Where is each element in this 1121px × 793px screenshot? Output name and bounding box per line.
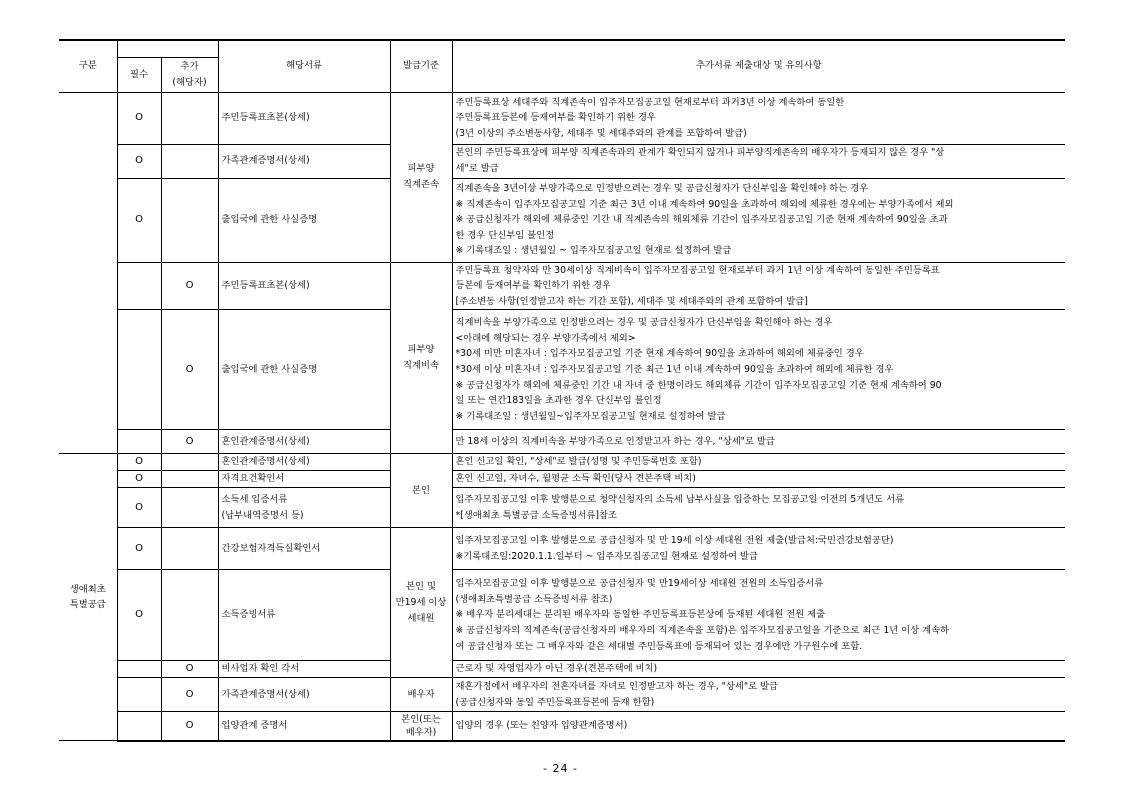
required-mark-empty xyxy=(117,262,161,310)
required-mark: O xyxy=(117,144,161,178)
document-name: 자격요건확인서 xyxy=(218,471,390,488)
notes-line: 주민등록표상 세대주와 직계존속이 입주자모집공고일 현재로부터 과거3년 이상 계속하여 동일한 xyxy=(455,96,845,108)
document-name: 출입국에 관한 사실증명 xyxy=(218,178,390,262)
document-name: 비사업자 확인 각서 xyxy=(218,661,390,678)
document-name: 혼인관계증명서(상세) xyxy=(218,430,390,454)
required-mark-empty xyxy=(117,661,161,678)
notes-line: *30세 미만 미혼자녀 : 입주자모집공고일 기준 현재 계속하여 90일을 초과하여 해외에 체류중인 경우 xyxy=(455,348,864,360)
document-name: 입양관계 증명서 xyxy=(218,712,390,741)
category-first-time-special xyxy=(59,454,117,741)
document-name-line: 소득세 입증서류 xyxy=(221,494,288,506)
additional-mark-empty xyxy=(161,92,218,144)
notes-line: *30세 이상 미혼자녀 : 입주자모집공고일 기준 최근 1년 이내 계속하여 90일을 초과하여 해외에 체류한 경우 xyxy=(455,363,894,375)
notes-line: 일 또는 연간183일을 초과한 경우 단신부임 불인정 xyxy=(455,395,662,407)
notes-line: 여 공급신청자 또는 그 배우자와 같은 세대별 주민등록표에 등재되어 있는 경우에만 가구원수에 포함. xyxy=(455,640,863,652)
notes-line: 만 18세 이상의 직계비속을 부양가족으로 인정받고자 하는 경우, "상세"로 발급 xyxy=(455,435,775,447)
notes-line: ※ 기록대조일 : 생년월일 ~ 입주자모집공고일 현재로 설정하여 발급 xyxy=(455,245,732,257)
required-mark-empty xyxy=(117,430,161,454)
notes-line: 주민등록표등본에 등재여부를 확인하기 위한 경우 xyxy=(455,112,656,124)
notes-cell xyxy=(452,92,1065,144)
additional-mark: O xyxy=(161,661,218,678)
notes-cell xyxy=(452,528,1065,570)
document-name: 소득증빙서류 xyxy=(218,570,390,661)
category-line: 특별공급 xyxy=(69,599,106,611)
notes-line: 세"로 발급 xyxy=(455,163,499,174)
notes-line: ※ 공급신청자의 직계존속(공급신청자의 배우자의 직계존속을 포함)은 입주자모집공고일을 기준으로 최근 1년 이상 계속하 xyxy=(455,625,950,637)
notes-cell xyxy=(452,471,1065,488)
document-table xyxy=(59,39,1065,742)
basis-line: 본인(또는 xyxy=(401,714,441,726)
notes-line: 입주자모집공고일 이후 발행분으로 청약신청자의 소득세 납부사실을 입증하는 모집공고일 이전의 5개년도 서류 xyxy=(455,494,905,506)
basis-dependent-ascendant xyxy=(390,92,452,262)
notes-line: 한 경우 단신부임 불인정 xyxy=(455,229,555,241)
notes-line: 입주자모집공고일 이후 발행분으로 공급신청자 및 만 19세 이상 세대원 전원 제출(발급처:국민건강보험공단) xyxy=(455,535,894,547)
required-mark-empty xyxy=(117,678,161,712)
notes-cell xyxy=(452,488,1065,528)
required-mark: O xyxy=(117,471,161,488)
notes-line: [주소변동 사항(인정받고자 하는 기간 포함), 세대주 및 세대주와의 관계 포함하여 발급] xyxy=(455,295,808,307)
document-name: 출입국에 관한 사실증명 xyxy=(218,310,390,430)
header-additional xyxy=(161,57,218,92)
notes-line: ※ 직계존속이 입주자모집공고일 기준 최근 3년 이내 계속하여 90일을 초과하여 해외에 체류한 경우에는 부양가족에서 제외 xyxy=(455,198,954,210)
notes-line: 입양의 경우 (또는 친양자 입양관계증명서) xyxy=(455,720,628,732)
required-mark: O xyxy=(117,488,161,528)
document-name: 혼인관계증명서(상세) xyxy=(218,454,390,471)
notes-line: ※ 배우자 분리세대는 분리된 배우자와 동일한 주민등록표등본상에 등재된 세대원 전원 제출 xyxy=(455,609,826,621)
basis-line: 피부양 xyxy=(407,163,435,175)
notes-line: (생애최초특별공급 소득증빙서류 참조) xyxy=(455,593,613,605)
header-additional-line1: 추가 xyxy=(180,60,199,72)
document-name xyxy=(218,488,390,528)
header-document: 해당서류 xyxy=(218,40,390,92)
document-name-line: (납부내역증명서 등) xyxy=(221,509,304,521)
document-name: 간강보험자격득실확인서 xyxy=(218,528,390,570)
additional-mark-empty xyxy=(161,454,218,471)
notes-line: *[생애최초 특별공급 소득증빙서류]참조 xyxy=(455,509,618,521)
notes-cell xyxy=(452,454,1065,471)
notes-line: <아래에 해당되는 경우 부양가족에서 제외> xyxy=(455,332,636,344)
additional-mark: O xyxy=(161,310,218,430)
notes-cell xyxy=(452,144,1065,178)
notes-line: 본인의 주민등록표상에 피부양 직계존속과의 관계가 확인되지 않거나 피부양직계존속의 배우자가 등재되지 않은 경우 "상 xyxy=(455,147,945,159)
basis-line: 본인 및 xyxy=(406,581,436,593)
additional-mark: O xyxy=(161,430,218,454)
header-issue-basis: 발급기준 xyxy=(390,40,452,92)
header-notes: 추가서류 제출대상 및 유의사항 xyxy=(452,40,1065,92)
notes-line: (공급신청자와 동일 주민등록표등본에 등재 한함) xyxy=(455,696,655,708)
required-mark-empty xyxy=(117,712,161,741)
additional-mark-empty xyxy=(161,144,218,178)
required-mark: O xyxy=(117,454,161,471)
basis-dependent-descendant xyxy=(390,262,452,454)
header-required: 필수 xyxy=(117,57,161,92)
notes-line: 혼인 신고일 확인, "상세"로 발급(성명 및 주민등록번호 포함) xyxy=(455,456,702,468)
notes-line: 직계존속을 3년이상 부양가족으로 인정받으려는 경우 및 공급신청자가 단신부임을 확인해야 하는 경우 xyxy=(455,183,869,195)
notes-cell xyxy=(452,430,1065,454)
basis-line: 만19세 이상 xyxy=(395,596,447,608)
additional-mark: O xyxy=(161,678,218,712)
required-mark: O xyxy=(117,92,161,144)
notes-line: (3년 이상의 주소변동사항, 세대주 및 세대주와의 관계를 포함하여 발급) xyxy=(455,127,747,139)
required-mark-empty xyxy=(117,310,161,430)
basis-line: 세대원 xyxy=(407,612,435,624)
notes-line: ※기록대조일:2020.1.1.일부터 ~ 입주자모집공고일 현재로 설정하여 발급 xyxy=(455,550,758,562)
notes-line: 주민등록표 청약자와 만 30세이상 직계비속이 입주자모집공고일 현재로부터 과거 1년 이상 계속하여 동일한 주민등록표 xyxy=(455,264,940,276)
document-name: 주민등록표초본(상세) xyxy=(218,262,390,310)
header-additional-line2: (해당자) xyxy=(172,76,207,88)
basis-line: 피부양 xyxy=(407,344,435,356)
header-category: 구분 xyxy=(59,40,117,92)
additional-mark: O xyxy=(161,262,218,310)
notes-line: 혼인 신고일, 자녀수, 월평균 소득 확인(당사 견본주택 비치) xyxy=(455,473,696,485)
additional-mark-empty xyxy=(161,488,218,528)
document-name: 가족관계증명서(상세) xyxy=(218,144,390,178)
category-cell-blank xyxy=(59,92,117,454)
notes-cell xyxy=(452,678,1065,712)
required-mark: O xyxy=(117,178,161,262)
document-name: 주민등록표초본(상세) xyxy=(218,92,390,144)
required-mark: O xyxy=(117,570,161,661)
additional-mark-empty xyxy=(161,570,218,661)
notes-line: 근로자 및 자영업자가 아닌 경우(견본주택에 비치) xyxy=(455,663,658,675)
notes-line: 재혼가정에서 배우자의 전혼자녀를 자녀로 인정받고자 하는 경우, "상세"로 발급 xyxy=(455,681,779,693)
notes-line: 등본에 등재여부를 확인하기 위한 경우 xyxy=(455,280,612,292)
basis-line: 직계비속 xyxy=(403,359,439,371)
notes-line: 입주자모집공고일 이후 발행분으로 공급신청자 및 만19세이상 세대원 전원의 소득입증서류 xyxy=(455,578,824,590)
notes-cell xyxy=(452,310,1065,430)
notes-cell xyxy=(452,570,1065,661)
notes-cell xyxy=(452,178,1065,262)
notes-line: ※ 공급신청자가 해외에 체류중인 기간 내 직계존속의 해외체류 기간이 입주자모집공고일 기준 현재 계속하여 90일을 초과 xyxy=(455,214,948,226)
document-name: 가족관계증명서(상세) xyxy=(218,678,390,712)
additional-mark-empty xyxy=(161,178,218,262)
basis-self-and-household xyxy=(390,528,452,678)
basis-spouse: 배우자 xyxy=(390,678,452,712)
notes-cell xyxy=(452,661,1065,678)
additional-mark-empty xyxy=(161,528,218,570)
required-mark: O xyxy=(117,528,161,570)
basis-line: 배우자) xyxy=(405,727,437,739)
basis-self: 본인 xyxy=(390,454,452,528)
basis-line: 직계존속 xyxy=(403,179,439,190)
notes-line: ※ 공급신청자가 해외에 체류중인 기간 내 자녀 중 한명이라도 해외체류 기간이 입주자모집공고일 기준 현재 계속하여 90 xyxy=(455,379,942,391)
basis-self-or-spouse xyxy=(390,712,452,741)
header-blank xyxy=(117,40,218,57)
additional-mark: O xyxy=(161,712,218,741)
notes-cell xyxy=(452,712,1065,741)
notes-cell xyxy=(452,262,1065,310)
page-number: - 24 - xyxy=(543,762,578,775)
additional-mark-empty xyxy=(161,471,218,488)
category-line: 생애최초 xyxy=(69,583,106,595)
notes-line: ※ 기록대조일 : 생년월일~입주자모집공고일 현재로 설정하여 발급 xyxy=(455,410,726,422)
notes-line: 직계비속을 부양가족으로 인정받으려는 경우 및 공급신청자가 단신부임을 확인해야 하는 경우 xyxy=(455,317,833,329)
